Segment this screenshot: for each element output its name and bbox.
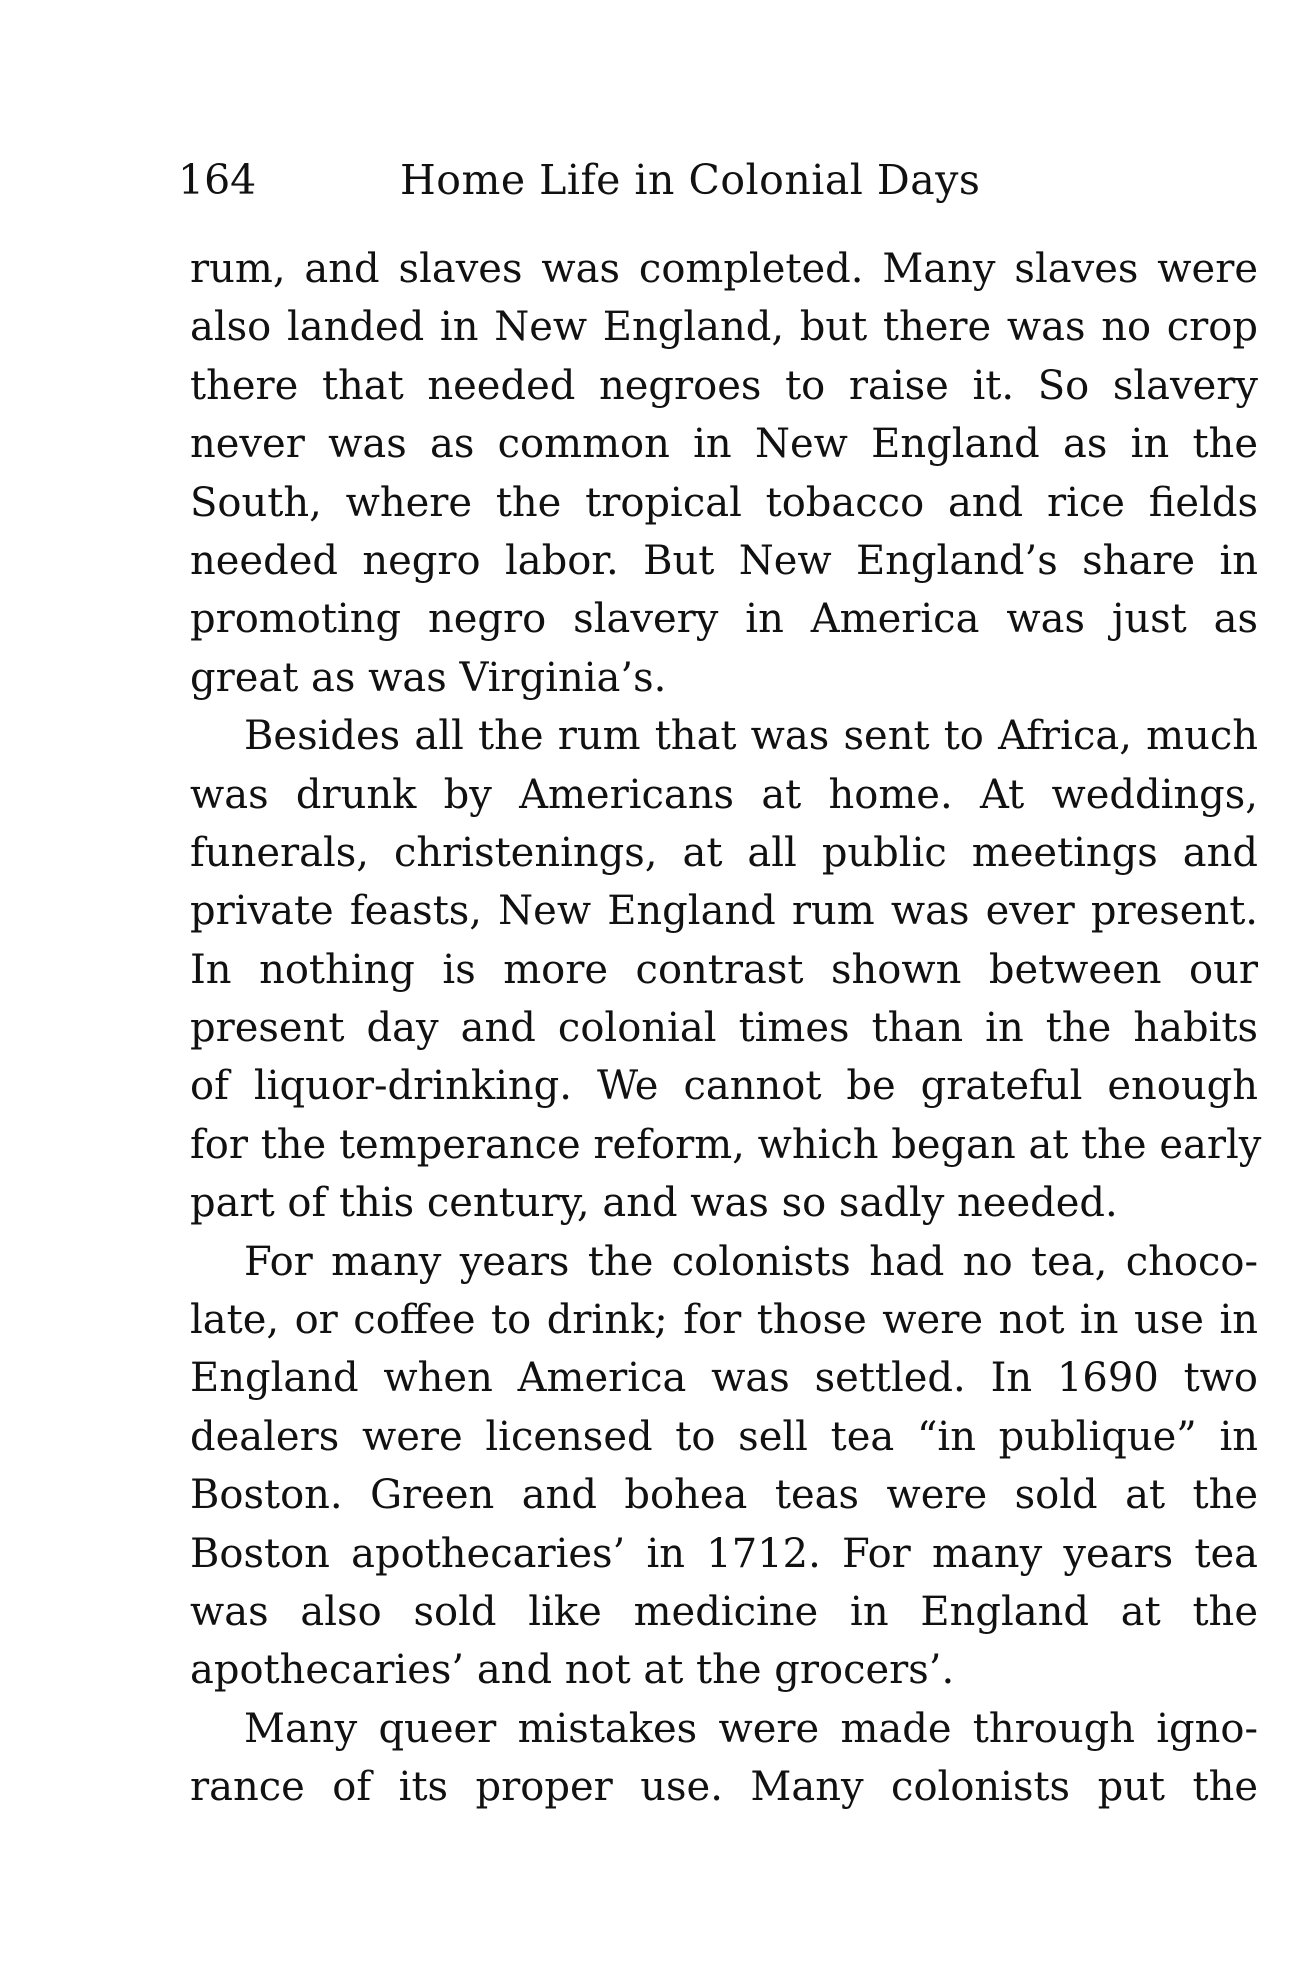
text-line: great as was Virginia’s.: [190, 654, 667, 701]
text-line: for the temperance reform, which began at the early: [190, 1121, 1262, 1168]
text-line: rum, and slaves was completed. Many slaves were: [190, 246, 1258, 292]
paragraph-4: [190, 1700, 1258, 1817]
paragraph-3: [190, 1233, 1258, 1700]
text-line: Boston apothecaries’ in 1712. For many years tea: [190, 1530, 1258, 1577]
text-line: never was as common in New England as in the: [190, 421, 1258, 468]
paragraph-1: [190, 240, 1258, 707]
text-line: Many queer mistakes were made through igno-: [244, 1705, 1258, 1752]
text-line: needed negro labor. But New England’s share in: [190, 537, 1258, 584]
text-line: promoting negro slavery in America was just as: [190, 596, 1258, 643]
text-line: Besides all the rum that was sent to Africa, much: [244, 713, 1258, 760]
page-number: 164: [178, 156, 257, 204]
text-line: South, where the tropical tobacco and rice fields: [190, 479, 1258, 526]
running-head: [178, 150, 1058, 210]
text-line: of liquor-drinking. We cannot be grateful enough: [190, 1063, 1258, 1110]
text-line: present day and colonial times than in the habits: [190, 1005, 1258, 1052]
text-line: rance of its proper use. Many colonists put the: [190, 1764, 1258, 1811]
text-line: Boston. Green and bohea teas were sold at the: [190, 1472, 1258, 1519]
text-line: there that needed negroes to raise it. So slavery: [190, 362, 1258, 409]
body-text: [190, 240, 1262, 1817]
paragraph-2: [190, 707, 1262, 1233]
text-line: was drunk by Americans at home. At weddings,: [190, 771, 1258, 818]
text-line: dealers were licensed to sell tea “in publique” in: [190, 1413, 1258, 1460]
text-line: part of this century, and was so sadly needed.: [190, 1180, 1118, 1227]
text-line: private feasts, New England rum was ever present.: [190, 888, 1258, 935]
text-line: funerals, christenings, at all public meetings and: [190, 829, 1258, 876]
text-line: In nothing is more contrast shown between our: [190, 946, 1258, 993]
running-title: Home Life in Colonial Days: [400, 156, 981, 204]
text-line: late, or coffee to drink; for those were not in use in: [190, 1297, 1258, 1344]
text-line: For many years the colonists had no tea, choco-: [244, 1238, 1258, 1285]
text-line: was also sold like medicine in England at the: [190, 1588, 1258, 1635]
text-line: apothecaries’ and not at the grocers’.: [190, 1647, 955, 1694]
text-line: England when America was settled. In 1690 two: [190, 1355, 1258, 1402]
text-line: also landed in New England, but there was no crop: [190, 304, 1258, 351]
